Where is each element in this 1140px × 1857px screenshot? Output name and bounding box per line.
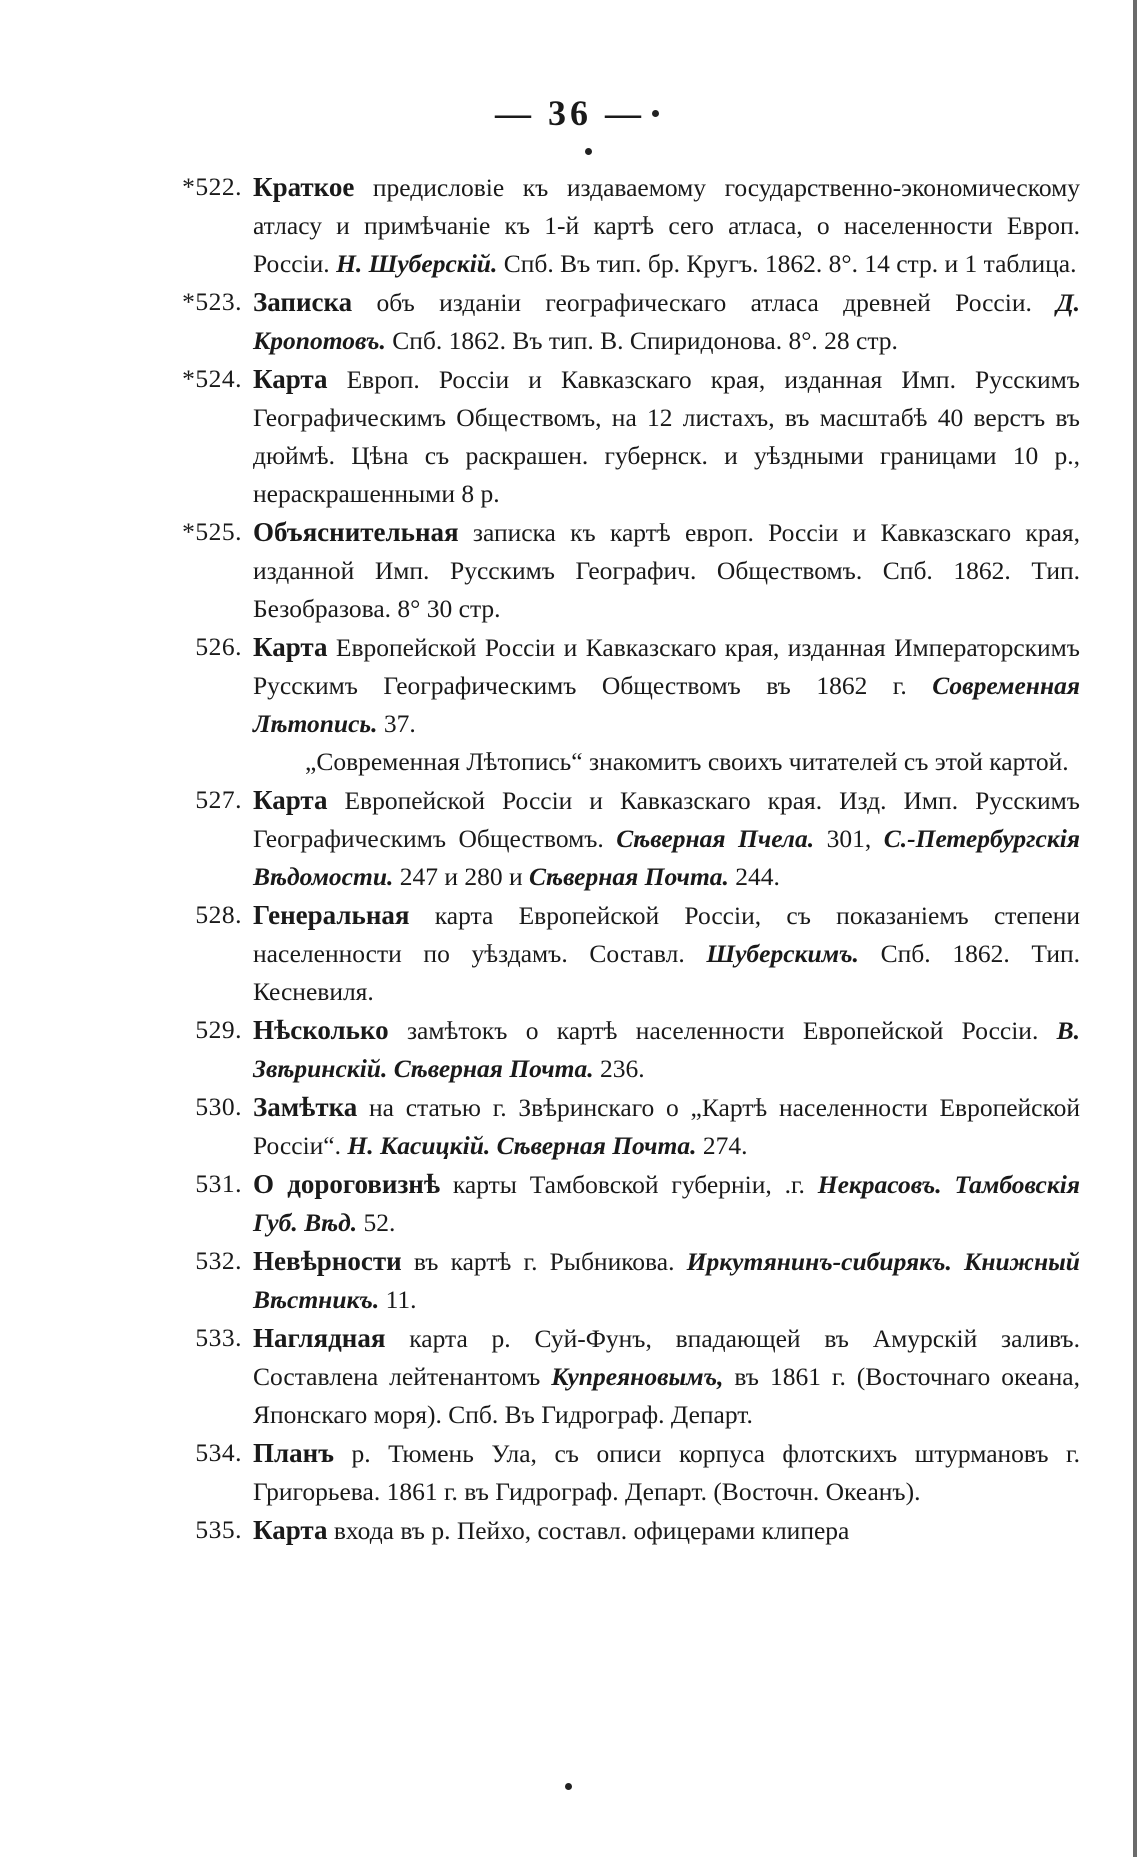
entry-keyword: Карта — [253, 785, 328, 815]
bibliography-entry — [160, 1165, 1080, 1242]
bibliography-list — [160, 168, 1080, 1550]
page-edge-rule — [1133, 0, 1137, 1857]
entry-description: входа въ р. Пейхо, составл. офицерами клипера — [327, 1516, 850, 1545]
entry-source: Сѣверная Почта. — [496, 1131, 697, 1160]
entry-source: Д. Кропотовъ. — [253, 288, 1080, 355]
bibliography-entry — [160, 1319, 1080, 1434]
entry-description: предисловіе къ издаваемому государственно-экономическому атласу и примѣчаніе къ 1-й картѣ сего атласа, о населенности Европ. Россіи. — [253, 173, 1080, 278]
entry-source: Купреяновымъ, — [551, 1362, 724, 1391]
entry-description: замѣтокъ о картѣ населенности Европейской Россіи. — [388, 1016, 1057, 1045]
entry-description: Спб. 1862. Въ тип. В. Спиридонова. 8°. 28 стр. — [385, 326, 898, 355]
entry-description: карты Тамбовской губерніи, .г. — [440, 1170, 818, 1199]
entry-number: *523. — [182, 287, 242, 316]
entry-source: Книжный Вѣстникъ. — [253, 1247, 1080, 1314]
entry-text — [253, 1247, 1080, 1314]
bibliography-entry — [160, 1011, 1080, 1088]
entry-number: 533. — [195, 1323, 242, 1352]
entry-note: „Современная Лѣтопись“ знакомитъ своихъ читателей съ этой картой. — [305, 747, 1069, 776]
entry-text — [253, 518, 1080, 623]
entry-description: объ изданіи географическаго атласа древней Россіи. — [352, 288, 1057, 317]
bibliography-entry — [160, 896, 1080, 1011]
entry-description: Европейской Россіи и Кавказскаго края. Изд. Имп. Русскимъ Географическимъ Обществомъ. — [253, 786, 1080, 853]
entry-keyword: Невѣрности — [253, 1246, 402, 1276]
entry-keyword: Замѣтка — [253, 1092, 358, 1122]
entry-number: 535. — [195, 1515, 242, 1544]
entry-description: записка къ картѣ европ. Россіи и Кавказскаго края, изданной Имп. Русскимъ Географич. Обществомъ. Спб. 1862. Тип. Безобразова. 8° 30 стр. — [253, 518, 1080, 623]
entry-description: 236. — [593, 1054, 645, 1083]
entry-source: Некрасовъ. — [817, 1170, 942, 1199]
entry-text — [253, 901, 1080, 1006]
entry-source: Шуберскимъ. — [706, 939, 859, 968]
entry-description: 244. — [728, 862, 780, 891]
entry-text — [253, 173, 1080, 278]
entry-keyword: Наглядная — [253, 1323, 386, 1353]
entry-source: Н. Касицкій. — [347, 1131, 491, 1160]
entry-source: Современная Лѣтопись. — [253, 671, 1080, 738]
entry-text — [253, 1324, 1080, 1429]
entry-description: 11. — [379, 1285, 417, 1314]
entry-description: Европ. Россіи и Кавказскаго края, изданная Имп. Русскимъ Географическимъ Обществомъ, на 12 листахъ, въ масштабѣ 40 верстъ въ дюймѣ. Цѣна съ раскрашен. губернск. и уѣздными границами 10 р., нераскрашенными 8 р. — [253, 365, 1080, 508]
entry-keyword: Карта — [253, 1515, 328, 1545]
entry-text — [253, 1016, 1080, 1083]
entry-text — [253, 633, 1080, 738]
entry-description: въ картѣ г. Рыбникова. — [401, 1247, 687, 1276]
entry-number: 532. — [195, 1246, 242, 1275]
entry-number: 526. — [195, 632, 242, 661]
entry-text — [253, 365, 1080, 508]
bibliography-entry — [160, 513, 1080, 628]
entry-number: 529. — [195, 1015, 242, 1044]
entry-text — [253, 1516, 849, 1545]
ink-speck — [585, 148, 592, 155]
entry-keyword: Краткое — [253, 172, 355, 202]
entry-description: 274. — [696, 1131, 748, 1160]
entry-number: *524. — [182, 364, 242, 393]
entry-number: 530. — [195, 1092, 242, 1121]
bibliography-entry — [160, 1242, 1080, 1319]
entry-number: 528. — [195, 900, 242, 929]
entry-text — [253, 1170, 1080, 1237]
ink-speck — [652, 110, 659, 117]
entry-source: В. Звѣринскій. — [253, 1016, 1080, 1083]
entry-source: Сѣверная Почта. — [393, 1054, 594, 1083]
entry-description: карта р. Суй-Фунъ, впадающей въ Амурскій заливъ. Составлена лейтенантомъ — [253, 1324, 1080, 1391]
entry-source: Н. Шуберскій. — [336, 249, 498, 278]
bibliography-entry — [160, 1511, 1080, 1550]
entry-description: 247 и 280 и — [393, 862, 530, 891]
entry-number: *525. — [182, 517, 242, 546]
entry-description: 37. — [377, 709, 416, 738]
entry-description: карта Европейской Россіи, съ показаніемъ степени населенности по уѣздамъ. Составл. — [253, 901, 1080, 968]
entry-description: на статью г. Звѣринскаго о „Картѣ населенности Европейской Россіи“. — [253, 1093, 1080, 1160]
bibliography-entry — [160, 1088, 1080, 1165]
entry-keyword: Карта — [253, 364, 328, 394]
entry-description — [952, 1247, 964, 1276]
bibliography-entry — [160, 628, 1080, 781]
bibliography-entry — [160, 168, 1080, 283]
entry-description: 52. — [357, 1208, 396, 1237]
entry-text — [253, 1439, 1080, 1506]
entry-source: Сѣверная Пчела. — [616, 824, 815, 853]
bibliography-entry — [160, 360, 1080, 513]
entry-keyword: О дороговизнѣ — [253, 1169, 441, 1199]
entry-source: Тамбовскія Губ. Вѣд. — [253, 1170, 1081, 1237]
entry-description: р. Тюмень Ула, съ описи корпуса флотскихъ штурмановъ г. Григорьева. 1861 г. въ Гидрограф. Департ. (Восточн. Океанъ). — [253, 1439, 1080, 1506]
entry-source: Иркутянинъ-сибирякъ. — [686, 1247, 952, 1276]
entry-number: 531. — [195, 1169, 242, 1198]
entry-keyword: Карта — [253, 632, 328, 662]
entry-text — [253, 786, 1080, 891]
entry-keyword: Объяснительная — [253, 517, 459, 547]
entry-description — [942, 1170, 955, 1199]
entry-description: 301, — [814, 824, 884, 853]
entry-keyword: Нѣсколько — [253, 1015, 389, 1045]
ink-speck — [565, 1783, 572, 1790]
entry-keyword: Записка — [253, 287, 353, 317]
entry-source: Сѣверная Почта. — [529, 862, 729, 891]
entry-number: 527. — [195, 785, 242, 814]
entry-description: Европейской Россіи и Кавказскаго края, изданная Императорскимъ Русскимъ Географическимъ Обществомъ въ 1862 г. — [253, 633, 1080, 700]
entry-description: въ 1861 г. (Восточнаго океана, Японскаго моря). Спб. Въ Гидрограф. Департ. — [253, 1362, 1081, 1429]
entry-source: С.-Петербургскія Вѣдомости. — [253, 824, 1080, 891]
entry-number: *522. — [182, 172, 242, 201]
bibliography-entry — [160, 283, 1080, 360]
entry-text — [253, 288, 1080, 355]
bibliography-entry — [160, 781, 1080, 896]
entry-keyword: Планъ — [253, 1438, 334, 1468]
entry-description: Спб. 1862. Тип. Кесневиля. — [253, 939, 1081, 1006]
entry-number: 534. — [195, 1438, 242, 1467]
page-number: — 36 — — [495, 93, 645, 133]
bibliography-entry — [160, 1434, 1080, 1511]
entry-description: Спб. Въ тип. бр. Кругъ. 1862. 8°. 14 стр. и 1 таблица. — [497, 249, 1077, 278]
entry-text — [253, 1093, 1080, 1160]
entry-keyword: Генеральная — [253, 900, 410, 930]
